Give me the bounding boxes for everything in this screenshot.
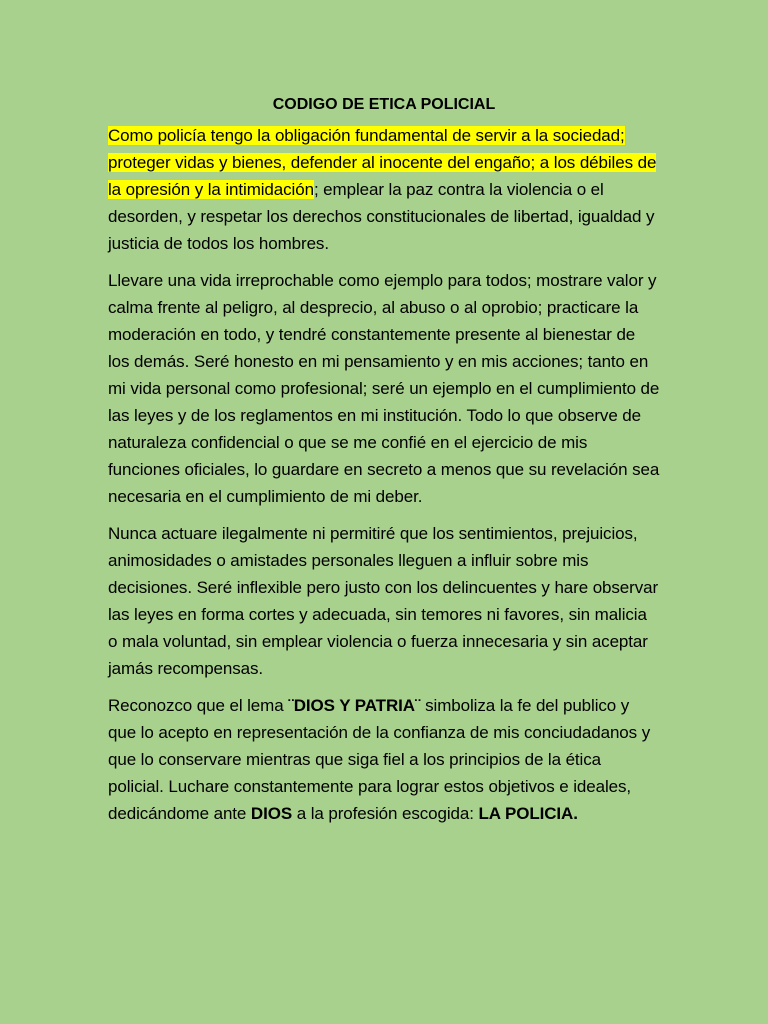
paragraph-4-part-3: a la profesión escogida: (292, 804, 479, 823)
paragraph-4-part-1: Reconozco que el lema (108, 696, 289, 715)
paragraph-1 (108, 122, 660, 257)
document-title: CODIGO DE ETICA POLICIAL (272, 96, 496, 113)
paragraph-4-part-2: simboliza la fe del publico y que lo acepto en representación de la confianza de mis conciudadanos y que lo conservare mientras que siga fiel a los principios de la ética policial. Luchare constantemente para lograr estos objetivos e ideales, dedicándome ante (108, 696, 651, 823)
motto-text: ¨DIOS Y PATRIA¨ (288, 696, 421, 715)
highlighted-text: Como policía tengo la obligación fundamental de servir a la sociedad; proteger vidas y bienes, defender al inocente del engaño; a los débiles de la opresión y la intimidación (108, 126, 657, 199)
paragraph-1-rest: ; emplear la paz contra la violencia o el desorden, y respetar los derechos constitucionales de libertad, igualdad y justicia de todos los hombres. (108, 180, 655, 253)
la-policia-text: LA POLICIA. (478, 804, 578, 823)
paragraph-4 (108, 692, 660, 827)
paragraph-3: Nunca actuare ilegalmente ni permitiré que los sentimientos, prejuicios, animosidades o amistades personales lleguen a influir sobre mis decisiones. Seré inflexible pero justo con los delincuentes y hare observar las leyes en forma cortes y adecuada, sin temores ni favores, sin malicia o mala voluntad, sin emplear violencia o fuerza innecesaria y sin aceptar jamás recompensas. (108, 524, 659, 678)
paragraph-2: Llevare una vida irreprochable como ejemplo para todos; mostrare valor y calma frente al peligro, al desprecio, al abuso o al oprobio; practicare la moderación en todo, y tendré constantemente presente al bienestar de los demás. Seré honesto en mi pensamiento y en mis acciones; tanto en mi vida personal como profesional; seré un ejemplo en el cumplimiento de las leyes y de los reglamentos en mi institución. Todo lo que observe de naturaleza confidencial o que se me confié en el ejercicio de mis funciones oficiales, lo guardare en secreto a menos que su revelación sea necesaria en el cumplimiento de mi deber. (108, 271, 660, 506)
dios-text: DIOS (250, 804, 293, 823)
